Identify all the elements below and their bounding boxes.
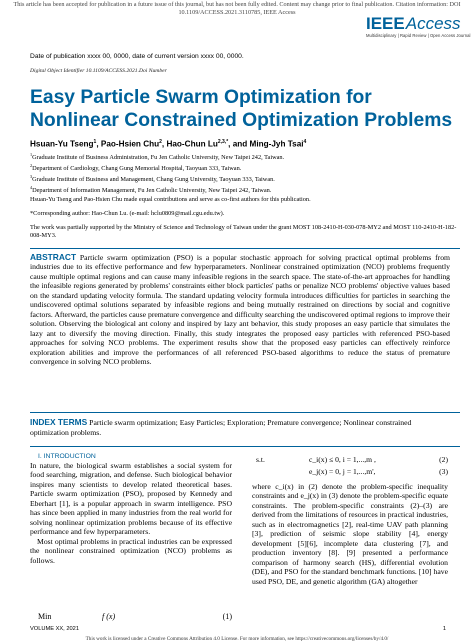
equation-2 [252,454,448,466]
equation-2-number: (2) [439,455,448,464]
author-name: Pao-Hsien Chu [100,139,160,149]
author-separator: , [161,139,167,149]
logo-brand-italic: Access [405,14,461,33]
publication-date: Date of publication xxxx 00, 0000, date of current version xxxx 00, 0000. [30,53,244,60]
notice-line-1: This article has been accepted for publication in a future issue of this journal, but has not been fully edited. Content may change prior to final publication. Citation information: DOI [13,1,461,8]
equation-2-expression: c_i(x) ≤ 0, i = 1,...,m , [309,455,376,464]
author-name: Ming-Jyh Tsai [249,139,304,149]
affiliation-sup: 4 [30,185,33,190]
author-notes [30,196,460,246]
abstract-text: Particle swarm optimization (PSO) is a popular stochastic approach for solving practical optimal problems from industries due to its effective performance and few hyperparameters. Nonlinear constrained optimization (NCO) problems frequently cause multiple optimal regions and can cause many infeasible regions in the search space. The state-of-the-art approaches for handling the infeasible regions generated by problems' constraints either block particles' paths or penalize NCO problems' objective values based on the standard updating velocity formula. The standard updating velocity formula introduces difficulties for particles in searching the undiscovered optimal solutions separated by infeasible regions and being mutually restrained on directions by social and cognitive factors. Afterward, the particles cause premature convergence and difficulty searching the undiscovered optimal regions to improve their solution. Observing the biological ant colony and inspired by lazy ant behavior, this study proposes an easy particle that simulates the lazy ant to diversify the moving direction. Finally, this study integrates the proposed easy particles with referenced PSO-based approaches for solving NCO problems. The experiment results show that the proposed easy particles can effectively reinforce exploration abilities and improve the performances of all referenced PSO-based algorithms to reduce the status of premature convergence in solving NCO problems. [30,253,450,366]
corresponding-author-note: *Corresponding author: Hao-Chun Lu. (e-mail: hclu0809@mail.cgu.edu.tw). [30,209,225,217]
intro-paragraph-1: In nature, the biological swarm establishes a social system for food searching, migration, and defense. Such biological behavior inspires many scientists to develop related theoretical bases. Particle swarm optimization (PSO), proposed by Kennedy and Eberhart [1], is a popular approach in swarm intelligence. PSO has since been applied in many industries from the real world for solving nonlinear optimization problems because of its effective performance and few hyperparameters. [30,461,232,537]
funding-note: The work was partially supported by the Ministry of Science and Technology of Taiwan under the grant MOST 108-2410-H-030-078-MY2 and MOST 110-2410-H-182-008-MY3. [30,223,457,239]
equation-1 [30,611,232,623]
index-terms-heading: INDEX TERMS [30,417,88,427]
affiliation-sup: 3 [30,174,33,179]
author-affil-sup: 2 [159,139,162,145]
affiliation-item [30,184,460,195]
author-affil-sup: 2,3,* [217,139,229,145]
author-separator: , and [228,139,250,149]
equation-3-number: (3) [439,467,448,476]
license-notice: This work is licensed under a Creative Commons Attribution 4.0 License. For more information, see https://creativecommons.org/licenses/by/4.0/ [85,636,389,642]
equation-1-label: Min [38,612,52,621]
author-name: Hao-Chun Lu [166,139,218,149]
affiliation-text: Department of Cardiology, Chang Gung Memorial Hospital, Taoyuan 333, Taiwan. [32,165,242,173]
right-column [252,454,448,586]
abstract-heading: ABSTRACT [30,252,77,262]
author-name: Hsuan-Yu Tseng [30,139,94,149]
index-terms [30,418,450,437]
paper-title: Easy Particle Swarm Optimization for Nonlinear Constrained Optimization Problems [30,87,453,131]
affiliation-text: Graduate Institute of Business and Management, Chang Gung University, Taoyuan 333, Taiwan. [32,176,275,184]
affiliation-sup: 1 [30,152,33,157]
affiliation-sup: 2 [30,163,33,168]
ieee-access-logo [366,14,471,38]
footer-volume: VOLUME XX, 2021 [30,626,79,632]
logo-tagline: Multidisciplinary | Rapid Review | Open Access Journal [366,33,471,38]
intro-paragraph-2: Most optimal problems in practical industries can be expressed the nonlinear constrained optimization (NCO) problems as follows. [30,536,232,565]
equation-2-label: s.t. [256,455,265,464]
section-heading-introduction: I. INTRODUCTION [38,453,96,460]
index-terms-rule [30,412,460,413]
page-number: 1 [442,626,446,632]
affiliation-item [30,173,460,184]
notice-line-2: 10.1109/ACCESS.2021.3110785, IEEE Access [178,8,296,16]
logo-brand-bold: IEEE [366,14,405,33]
abstract [30,253,450,366]
left-column [30,453,232,565]
affiliation-text: Department of Information Management, Fu Jen Catholic University, New Taipei 242, Taiwan. [32,187,272,195]
author-separator: , [96,139,101,149]
affiliation-item [30,151,460,162]
logo-wordmark [366,15,462,32]
doi-line: Digital Object Identifier 10.1109/ACCESS.2021.Doi Number [30,68,167,74]
equal-contribution-note: Hsuan-Yu Tseng and Pao-Hsien Chu made equal contributions and serve as co-first authors for this publication. [30,196,311,203]
body-top-rule [30,446,460,447]
equation-3 [252,466,448,478]
constraints-paragraph: where c_i(x) in (2) denote the problem-specific inequality constraints and e_j(x) in (3) denote the problem-specific equate constraints. The problem-specific constraints (2)–(3) are derived from the limitations of resources in practical industries, such as in electromagnetics [2], real-time UAV path planning [3], prediction of seismic slope stability [4], energy development [5][6], incomplete data clustering [7], and production inventory [8]. [9] presented a performance comparison of harmony search (HS), differential evolution (DE), and PSO for the standard benchmark functions. [10] have used PSO, DE, and genetic algorithm (GA) altogether [252,482,448,586]
affiliations [30,151,460,195]
author-affil-sup: 4 [303,139,307,145]
affiliation-text: Graduate Institute of Business Administration, Fu Jen Catholic University, New Taipei 242, Taiwan. [32,154,285,162]
equation-1-expression: f (x) [102,612,116,621]
index-terms-text: Particle swarm optimization; Easy Particles; Exploration; Premature convergence; Nonlinear constrained optimization problems. [30,418,412,437]
abstract-top-rule [30,248,460,249]
equation-3-expression: e_j(x) = 0, j = 1,...,m', [309,467,376,476]
affiliation-item [30,162,460,173]
equation-1-number: (1) [222,612,232,621]
author-list [30,139,460,149]
author-affil-sup: 1 [93,139,97,145]
